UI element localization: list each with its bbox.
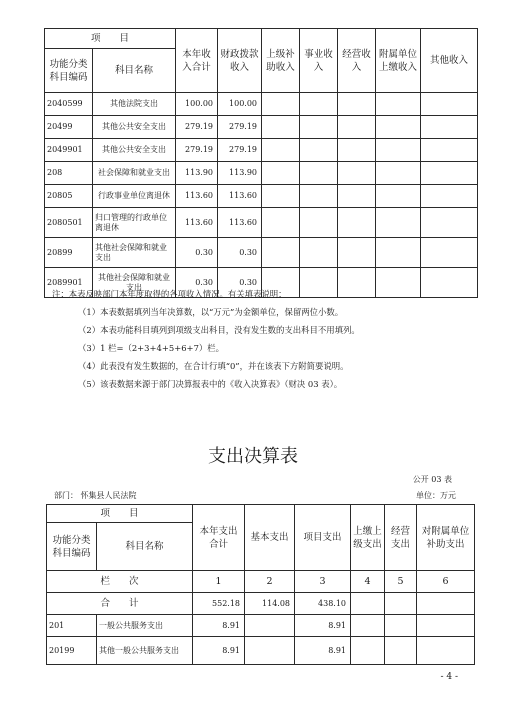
note-item: （4）此表没有发生数据的，在合计行填“0”，并在该表下方附简要说明。 (78, 361, 349, 371)
column-label: 栏 次 (47, 571, 193, 593)
row-name: 其他公共安全支出 (93, 139, 176, 162)
note-item: （5）该表数据来源于部门决算报表中的《收入决算表》（财决 03 表）。 (78, 379, 343, 389)
column-number: 2 (245, 571, 295, 593)
note-item: （2）本表功能科目填列到项级支出科目，没有发生数的支出科目不用填列。 (78, 325, 360, 335)
expenditure-table (46, 504, 475, 665)
form-number: 公开 03 表 (412, 475, 452, 484)
row-project: 8.91 (295, 615, 351, 637)
row-fiscal: 100.00 (218, 93, 262, 116)
header-subsidy-affiliated: 对附属单位补助支出 (417, 505, 475, 571)
column-number: 3 (295, 571, 351, 593)
row-total: 113.60 (176, 208, 218, 238)
header-total-expenditure: 本年支出合计 (193, 505, 245, 571)
row-fiscal: 113.90 (218, 162, 262, 185)
row-fiscal: 279.19 (218, 139, 262, 162)
header-superior-subsidy: 上级补助收入 (262, 29, 300, 93)
row-name: 一般公共服务支出 (97, 615, 193, 637)
column-number: 5 (385, 571, 417, 593)
table-row (47, 637, 475, 665)
unit-label: 单位：万元 (416, 491, 456, 500)
total-row (47, 593, 475, 615)
header-func-code: 功能分类科目编码 (47, 523, 97, 571)
header-operating-income: 经营收入 (338, 29, 376, 93)
row-name: 行政事业单位离退休 (93, 185, 176, 208)
row-name: 其他社会保障和就业支出 (93, 268, 176, 298)
income-table (44, 28, 478, 298)
table-row (45, 185, 478, 208)
note-item: （1）本表数据填列当年决算数，以“万元”为金额单位，保留两位小数。 (78, 307, 344, 317)
table-row (47, 615, 475, 637)
note-intro: 注：本表反映部门本年度取得的各项收入情况。有关填表说明： (52, 289, 287, 299)
header-func-code: 功能分类科目编码 (45, 49, 93, 93)
row-total: 113.90 (176, 162, 218, 185)
note-item: （3）1 栏=（2+3+4+5+6+7）栏。 (78, 343, 225, 353)
row-total: 100.00 (176, 93, 218, 116)
row-fiscal: 113.60 (218, 208, 262, 238)
row-name: 其他社会保障和就业支出 (93, 238, 176, 268)
total-project: 438.10 (295, 593, 351, 615)
row-name: 社会保障和就业支出 (93, 162, 176, 185)
row-fiscal: 0.30 (218, 238, 262, 268)
row-project: 8.91 (295, 637, 351, 665)
row-fiscal: 279.19 (218, 116, 262, 139)
row-total: 279.19 (176, 139, 218, 162)
expenditure-title: 支出决算表 (208, 446, 298, 467)
row-name: 归口管理的行政单位离退休 (93, 208, 176, 238)
total-basic: 114.08 (245, 593, 295, 615)
row-code: 2080501 (45, 208, 93, 238)
row-total: 113.60 (176, 185, 218, 208)
row-total: 8.91 (193, 615, 245, 637)
row-total: 279.19 (176, 116, 218, 139)
column-number: 6 (417, 571, 475, 593)
header-operating-expenditure: 经营支出 (385, 505, 417, 571)
row-name: 其他法院支出 (93, 93, 176, 116)
row-code: 201 (47, 615, 97, 637)
header-fiscal-income: 财政拨款收入 (218, 29, 262, 93)
table-row (45, 93, 478, 116)
column-number: 4 (351, 571, 385, 593)
header-item: 项 目 (45, 29, 176, 49)
row-code: 20499 (45, 116, 93, 139)
row-code: 208 (45, 162, 93, 185)
row-code: 2040599 (45, 93, 93, 116)
table-row (45, 238, 478, 268)
row-code: 20199 (47, 637, 97, 665)
header-item: 项 目 (47, 505, 193, 523)
header-subject-name: 科目名称 (93, 49, 176, 93)
row-total: 8.91 (193, 637, 245, 665)
row-code: 2089901 (45, 268, 93, 298)
row-total: 0.30 (176, 238, 218, 268)
header-subject-name: 科目名称 (97, 523, 193, 571)
column-number-row (47, 571, 475, 593)
page-number: - 4 - (440, 672, 458, 682)
table-row (45, 162, 478, 185)
row-total: 0.30 (176, 268, 218, 298)
row-name: 其他公共安全支出 (93, 116, 176, 139)
row-fiscal: 113.60 (218, 185, 262, 208)
total-expenditure: 552.18 (193, 593, 245, 615)
department-label: 部门： 怀集县人民法院 (54, 491, 137, 500)
header-business-income: 事业收入 (300, 29, 338, 93)
header-remit-superior: 上缴上级支出 (351, 505, 385, 571)
row-code: 20805 (45, 185, 93, 208)
row-code: 2049901 (45, 139, 93, 162)
table-row (45, 116, 478, 139)
header-basic-expenditure: 基本支出 (245, 505, 295, 571)
table-row (45, 208, 478, 238)
column-number: 1 (193, 571, 245, 593)
header-other-income: 其他收入 (421, 29, 478, 93)
row-code: 20899 (45, 238, 93, 268)
row-name: 其他一般公共服务支出 (97, 637, 193, 665)
row-fiscal: 0.30 (218, 268, 262, 298)
table-row (45, 139, 478, 162)
total-label: 合 计 (47, 593, 193, 615)
header-affiliated-income: 附属单位上缴收入 (376, 29, 421, 93)
header-project-expenditure: 项目支出 (295, 505, 351, 571)
header-total-income: 本年收入合计 (176, 29, 218, 93)
